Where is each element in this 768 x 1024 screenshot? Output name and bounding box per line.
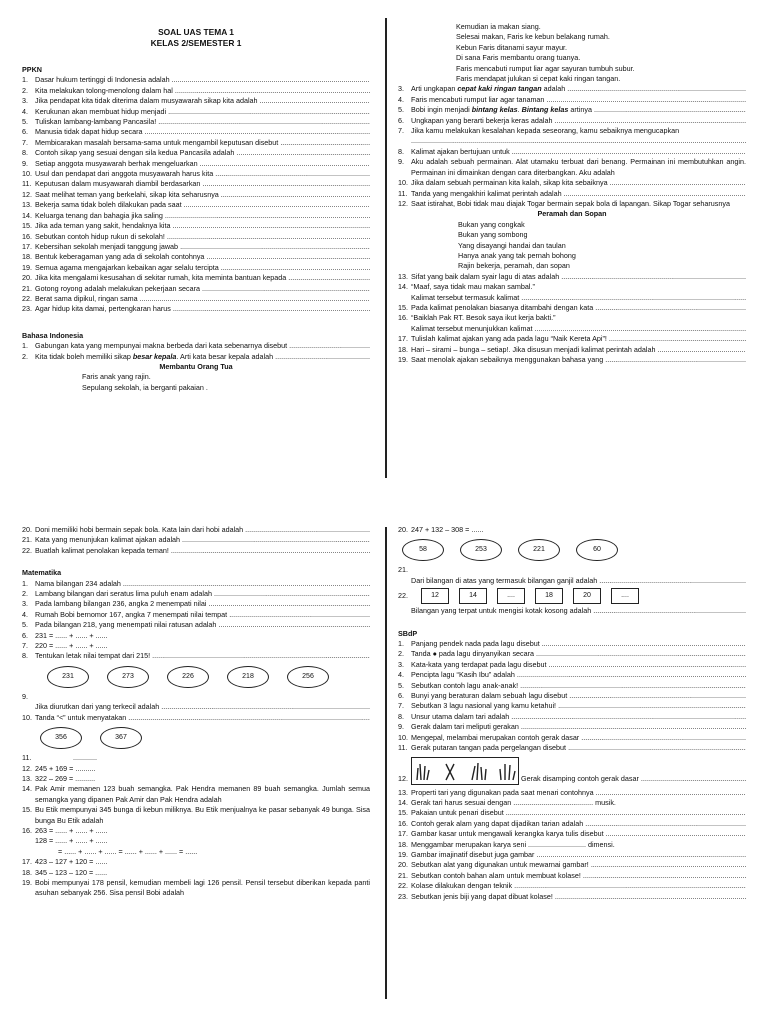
question-subline: Kalimat tersebut menunjukkan kalimat ..... bbox=[398, 324, 746, 334]
question-number: 3. bbox=[22, 96, 28, 106]
answer-dots bbox=[213, 169, 370, 179]
question-item: 1. Nama bilangan 234 adalah ..... bbox=[22, 579, 370, 589]
question-number: 9. bbox=[22, 691, 28, 701]
answer-dots bbox=[604, 829, 746, 839]
answer-dots bbox=[286, 273, 370, 283]
question-text: Jika kita mengalami kesusahan di sekitar rumah, kita meminta bantuan kepada bbox=[35, 273, 287, 283]
question-item bbox=[398, 691, 746, 701]
question-text: Saat melihat teman yang berkelahi, sikap kita seharusnya bbox=[35, 189, 219, 199]
question-text: Manusia tidak dapat hidup secara bbox=[35, 127, 143, 137]
question-item: 10. Tanda “<” untuk menyatakan ..... bbox=[22, 713, 370, 723]
question-item: 8. Tentukan letak nilai tempat dari 215! ..... bbox=[22, 651, 370, 661]
sbdp-question-list bbox=[398, 788, 746, 902]
question-text: Sebutkan contoh lagu anak-anak! bbox=[411, 680, 519, 690]
question-item bbox=[398, 840, 746, 850]
question-item bbox=[22, 252, 370, 262]
question-text: Pakaian untuk penari disebut bbox=[411, 808, 504, 818]
question-item bbox=[22, 304, 370, 314]
answer-dots bbox=[200, 284, 370, 294]
number-oval: 218 bbox=[227, 666, 269, 688]
number-box: 14 bbox=[459, 588, 487, 604]
poem-text: Bukan yang congkak Bukan yang sombong Yang disayangi handai dan taulan Hanya anak yang tak pernah bohong Rajin bekerja, peramah, dan sopan bbox=[458, 219, 576, 271]
question-number: 11. bbox=[22, 179, 32, 189]
number-ovals bbox=[402, 539, 746, 561]
question-number: 18. bbox=[398, 839, 408, 849]
question-item: 17. 423 – 127 + 120 = ...... bbox=[22, 857, 108, 867]
question-item bbox=[398, 743, 746, 753]
question-number: 4. bbox=[22, 106, 28, 116]
question-item: 3. Arti ungkapan cepat kaki ringan tangan adalah ..... bbox=[398, 84, 746, 94]
answer-dots bbox=[534, 649, 746, 659]
question-number: 21. bbox=[398, 870, 408, 880]
number-oval: 273 bbox=[107, 666, 149, 688]
question-item: 18. Hari – sirami – bunga – setiap!. Jika disusun menjadi kalimat perintah adalah ..... bbox=[398, 345, 746, 355]
section-heading-bahasa-indonesia: Bahasa Indonesia bbox=[22, 330, 84, 340]
question-number: 13. bbox=[398, 787, 408, 797]
question-text: Bekerja sama tidak boleh dilakukan pada saat bbox=[35, 200, 182, 210]
question-item bbox=[398, 670, 746, 680]
answer-dots bbox=[556, 701, 746, 711]
question-item bbox=[398, 639, 746, 649]
number-oval: 221 bbox=[518, 539, 560, 561]
question-item bbox=[22, 75, 370, 85]
question-item bbox=[22, 159, 370, 169]
question-item bbox=[22, 107, 370, 117]
question-item bbox=[22, 200, 370, 210]
answer-dots bbox=[219, 190, 370, 200]
page-subtitle: KELAS 2/SEMESTER 1 bbox=[150, 38, 242, 48]
number-box: 12 bbox=[421, 588, 449, 604]
number-oval: 256 bbox=[287, 666, 329, 688]
question-text: Kerukunan akan membuat hidup menjadi bbox=[35, 106, 167, 116]
number-boxes: 22. 12 14 .... 18 20 .... bbox=[398, 588, 746, 604]
hand-gesture-icon bbox=[412, 760, 434, 782]
question-number: 4. bbox=[398, 670, 404, 680]
poem-title: Peramah dan Sopan bbox=[537, 209, 607, 219]
answer-dots bbox=[258, 96, 370, 106]
question-item: 13. 322 – 269 = .......... bbox=[22, 773, 96, 783]
question-number: 6. bbox=[398, 691, 404, 701]
question-item bbox=[22, 127, 370, 137]
answer-dots bbox=[589, 860, 746, 870]
question-item bbox=[22, 284, 370, 294]
question-text: Kita melakukan tolong-menolong dalam hal bbox=[35, 85, 173, 95]
question-text: Kolase dilakukan dengan teknik bbox=[411, 881, 513, 891]
question-item: 14. Pak Amir memanen 123 buah semangka. Pak Hendra memanen 89 buah semangka. Jumlah semua semangka yang dipanen Pak Amir dan Pak Hendra adalah bbox=[22, 784, 370, 804]
story-text-continued: Kemudian ia makan siang. Selesai makan, Faris ke kebun belakang rumah. Kebun Faris ditanami sayur mayur. Di sana Faris membantu orang tuanya. Faris mencabuti rumput liar agar sayuran tumbuh subur. Faris mendapat julukan si cepat kaki ringan tangan. bbox=[456, 22, 635, 84]
question-number: 2. bbox=[398, 649, 404, 659]
answer-dots bbox=[182, 200, 370, 210]
answer-dots bbox=[219, 263, 370, 273]
question-number: 8. bbox=[398, 711, 404, 721]
question-number: 1. bbox=[398, 639, 404, 649]
question-number: 23. bbox=[398, 891, 408, 901]
number-oval: 253 bbox=[460, 539, 502, 561]
question-text: Bentuk keberagaman yang ada di sekolah contohnya bbox=[35, 252, 205, 262]
question-item bbox=[398, 892, 746, 902]
answer-dots bbox=[583, 819, 746, 829]
question-item bbox=[398, 788, 746, 798]
question-text: Sebutkan alat yang digunakan untuk mewarnai gambar! bbox=[411, 860, 589, 870]
answer-dots bbox=[165, 232, 370, 242]
question-text: Sebutkan contoh bahan alam untuk membuat kolase! bbox=[411, 870, 581, 880]
question-item: 15. Bu Etik mempunyai 345 bunga di kebun miliknya. Bu Etik menjualnya ke pasar sebanyak 49 bunga. Sisa bunga Bu Etik adalah bbox=[22, 805, 370, 825]
dance-gesture-image bbox=[411, 757, 519, 785]
question-number: 16. bbox=[22, 231, 32, 241]
question-item bbox=[398, 850, 746, 860]
question-item bbox=[398, 712, 746, 722]
answer-dots bbox=[234, 148, 370, 158]
question-item bbox=[22, 179, 370, 189]
question-number: 11. bbox=[398, 743, 408, 753]
question-text: Panjang pendek nada pada lagu disebut bbox=[411, 639, 540, 649]
question-item: 6. Ungkapan yang berarti bekerja keras adalah ..... bbox=[398, 116, 746, 126]
answer-dots bbox=[515, 670, 746, 680]
question-item bbox=[22, 190, 370, 200]
left-column bbox=[22, 27, 370, 393]
question-number: 3. bbox=[398, 659, 404, 669]
question-number: 21. bbox=[398, 565, 408, 575]
number-oval: 231 bbox=[47, 666, 89, 688]
question-item: 8. Kalimat ajakan bertujuan untuk ..... bbox=[398, 147, 746, 157]
question-text: Properti tari yang digunakan pada saat menari contohnya bbox=[411, 787, 594, 797]
question-item bbox=[22, 294, 370, 304]
question-item bbox=[398, 860, 746, 870]
number-box: 20 bbox=[573, 588, 601, 604]
question-item: 20. Doni memiliki hobi bermain sepak bola. Kata lain dari hobi adalah ..... bbox=[22, 525, 370, 535]
question-item bbox=[22, 232, 370, 242]
question-number: 10. bbox=[22, 169, 32, 179]
question-item bbox=[22, 138, 370, 148]
question-text: Gambar imajinatif disebut juga gambar bbox=[411, 849, 535, 859]
question-number: 22. bbox=[398, 881, 408, 891]
answer-dots bbox=[178, 242, 370, 252]
question-item: 14. “Maaf, saya tidak mau makan sambal.” bbox=[398, 282, 535, 292]
question-number: 13. bbox=[22, 200, 32, 210]
question-item: 20. 247 + 132 – 308 = ...... bbox=[398, 525, 484, 534]
question-item: 12. 245 + 169 = .......... bbox=[22, 763, 96, 773]
question-item: 5. Pada bilangan 218, yang menempati nilai ratusan adalah ..... bbox=[22, 620, 370, 630]
answer-dots bbox=[518, 681, 746, 691]
question-item: 3. Pada lambang bilangan 236, angka 2 menempati nilai ..... bbox=[22, 599, 370, 609]
number-oval: 58 bbox=[402, 539, 444, 561]
question-item: 18. 345 – 123 – 120 = ...... bbox=[22, 867, 108, 877]
answer-dots bbox=[198, 159, 370, 169]
question-text: Gerak dalam tari meliputi gerakan bbox=[411, 722, 519, 732]
question-number: 16. bbox=[398, 818, 408, 828]
ppkn-question-list bbox=[22, 75, 370, 314]
question-item: 16. “Baiklah Pak RT. Besok saya ikut kerja bakti.” bbox=[398, 313, 556, 323]
question-text: Kata-kata yang terdapat pada lagu disebut bbox=[411, 659, 547, 669]
question-text: Berat sama dipikul, ringan sama bbox=[35, 293, 138, 303]
answer-dots bbox=[170, 75, 370, 85]
question-item: 10. Jika dalam sebuah permainan kita kalah, sikap kita sebaiknya ..... bbox=[398, 178, 746, 188]
question-item bbox=[398, 871, 746, 881]
question-item: 17. Tulislah kalimat ajakan yang ada pada lagu “Naik Kereta Api”! ..... bbox=[398, 334, 746, 344]
question-number: 7. bbox=[398, 701, 404, 711]
right-column bbox=[398, 525, 746, 902]
question-subline: Kalimat tersebut termasuk kalimat ..... bbox=[398, 293, 746, 303]
question-subline: 128 = ...... + ...... + ...... bbox=[35, 836, 108, 846]
answer-dots bbox=[142, 127, 370, 137]
question-item: 11. ............ bbox=[22, 753, 97, 763]
answer-dots bbox=[534, 850, 746, 860]
question-item bbox=[22, 148, 370, 158]
worksheet-page-1 bbox=[0, 0, 768, 505]
question-item: 22. Buatlah kalimat penolakan kepada teman! ..... bbox=[22, 546, 370, 556]
number-box: .... bbox=[497, 588, 525, 604]
question-item: 9. Aku adalah sebuah permainan. Alat utamaku terbuat dari benang. Permainan ini membutuhkan angin. Permainan ini dimainkan dengan cara diterbangkan. Aku adalah bbox=[398, 157, 746, 177]
question-number: 15. bbox=[398, 808, 408, 818]
question-number: 14. bbox=[398, 797, 408, 807]
question-text: Tanda ● pada lagu dinyanyikan secara bbox=[411, 649, 535, 659]
question-item: 2. Lambang bilangan dari seratus lima puluh enam adalah ..... bbox=[22, 589, 370, 599]
question-number: 5. bbox=[22, 117, 28, 127]
left-column bbox=[22, 525, 370, 899]
question-item bbox=[398, 733, 746, 743]
answer-dots bbox=[566, 743, 746, 753]
question-item bbox=[398, 819, 746, 829]
sbdp-question-list bbox=[398, 639, 746, 753]
column-divider bbox=[385, 18, 387, 478]
question-text: Pencipta lagu “Kasih Ibu” adalah bbox=[411, 670, 515, 680]
question-item bbox=[22, 273, 370, 283]
question-item bbox=[398, 701, 746, 711]
answer-dots bbox=[156, 117, 370, 127]
question-number: 10. bbox=[398, 732, 408, 742]
question-item bbox=[398, 660, 746, 670]
question-number: 7. bbox=[22, 137, 28, 147]
number-ovals bbox=[40, 727, 370, 749]
number-box: 18 bbox=[535, 588, 563, 604]
answer-dots bbox=[512, 881, 746, 891]
question-item bbox=[22, 169, 370, 179]
question-number: 22. bbox=[22, 293, 32, 303]
question-item bbox=[22, 96, 370, 106]
question-number: 9. bbox=[22, 158, 28, 168]
question-number: 18. bbox=[22, 252, 32, 262]
question-text: Sebutkan 3 lagu nasional yang kamu ketahui! bbox=[411, 701, 557, 711]
question-item: 7. 220 = ...... + ...... + ...... bbox=[22, 641, 108, 651]
question-text: Menggambar merupakan karya seni ............................. dimensi. bbox=[411, 839, 615, 849]
answer-dots bbox=[170, 221, 370, 231]
question-item bbox=[398, 649, 746, 659]
right-column bbox=[398, 22, 746, 365]
answer-dots bbox=[567, 691, 746, 701]
question-text: Tuliskan lambang-lambang Pancasila! bbox=[35, 117, 157, 127]
question-item bbox=[22, 211, 370, 221]
question-item bbox=[398, 808, 746, 818]
question-item: 1. Gabungan kata yang mempunyai makna berbeda dari kata sebenarnya disebut ..... bbox=[22, 341, 370, 351]
answer-dots bbox=[519, 722, 746, 732]
question-text: Setiap anggota musyawarah berhak mengeluarkan bbox=[35, 158, 198, 168]
question-text: Contoh sikap yang sesuai dengan sila kedua Pancasila adalah bbox=[35, 148, 235, 158]
question-number: 19. bbox=[398, 849, 408, 859]
question-number: 2. bbox=[22, 85, 28, 95]
question-item bbox=[22, 221, 370, 231]
story-title: Membantu Orang Tua bbox=[159, 361, 233, 371]
question-text: Dasar hukum tertinggi di Indonesia adalah bbox=[35, 75, 170, 85]
answer-dots bbox=[579, 733, 746, 743]
question-item: 6. 231 = ...... + ...... + ...... bbox=[22, 630, 108, 640]
story-text: Faris anak yang rajin. Sepulang sekolah, ia berganti pakaian . bbox=[82, 372, 208, 392]
worksheet-page-2 bbox=[0, 519, 768, 1024]
question-number: 17. bbox=[398, 829, 408, 839]
answer-dots bbox=[546, 660, 746, 670]
question-item bbox=[398, 798, 746, 808]
question-text: Gerak putaran tangan pada pergelangan disebut bbox=[411, 743, 567, 753]
question-text: Sebutkan jenis biji yang dapat dibuat kolase! bbox=[411, 891, 553, 901]
question-item: 21. Kata yang menunjukan kalimat ajakan adalah ..... bbox=[22, 535, 370, 545]
question-item: 15. Pada kalimat penolakan biasanya ditambahi dengan kata ..... bbox=[398, 303, 746, 313]
question-item: 4. Rumah Bobi bernomor 167, angka 7 menempati nilai tempat ..... bbox=[22, 610, 370, 620]
number-box: .... bbox=[611, 588, 639, 604]
answer-dots bbox=[171, 304, 370, 314]
number-oval: 226 bbox=[167, 666, 209, 688]
number-ovals bbox=[47, 666, 370, 688]
question-item bbox=[22, 263, 370, 273]
column-divider bbox=[385, 527, 387, 999]
question-item: 7. Jika kamu melakukan kesalahan kepada seseorang, kamu sebaiknya mengucapkan bbox=[398, 126, 680, 136]
question-number: 12. bbox=[22, 189, 32, 199]
question-text: Jika pendapat kita tidak diterima dalam musyawarah sikap kita adalah bbox=[35, 96, 258, 106]
answer-dots bbox=[163, 211, 370, 221]
question-number: 23. bbox=[22, 304, 32, 314]
question-number: 14. bbox=[22, 210, 32, 220]
question-text: Gerak tari harus sesuai dengan ........................................ musik. bbox=[411, 797, 616, 807]
question-subline: = ...... + ...... + ...... = ...... + ...... + ...... = ...... bbox=[58, 846, 198, 856]
question-text: Mengepal, melambai merupakan contoh gerak dasar bbox=[411, 732, 580, 742]
hand-gesture-icon bbox=[496, 760, 518, 782]
question-text: Jika ada teman yang sakit, hendaknya kita bbox=[35, 221, 171, 231]
question-text: Agar hidup kita damai, pertengkaran harus bbox=[35, 304, 171, 314]
answer-line bbox=[398, 136, 746, 146]
answer-dots bbox=[204, 252, 370, 262]
question-number: 19. bbox=[22, 262, 32, 272]
question-item bbox=[398, 681, 746, 691]
question-text: Semua agama mengajarkan kebaikan agar selalu tercipta bbox=[35, 262, 219, 272]
question-item: 2. Kita tidak boleh memiliki sikap besar kepala. Arti kata besar kepala adalah ..... bbox=[22, 352, 370, 362]
question-text: Gambar kasar untuk mengawali kerangka karya tulis disebut bbox=[411, 829, 604, 839]
page-title: SOAL UAS TEMA 1 bbox=[158, 27, 234, 37]
page-separator bbox=[0, 505, 768, 519]
question-number: 20. bbox=[22, 273, 32, 283]
answer-dots bbox=[504, 808, 746, 818]
answer-dots bbox=[200, 179, 370, 189]
answer-dots bbox=[173, 86, 370, 96]
question-item: 5. Bobi ingin menjadi bintang kelas. Bintang kelas artinya ..... bbox=[398, 105, 746, 115]
question-item: Jika diurutkan dari yang terkecil adalah ..... bbox=[22, 702, 370, 712]
answer-dots bbox=[540, 639, 746, 649]
question-item bbox=[22, 242, 370, 252]
number-oval: 60 bbox=[576, 539, 618, 561]
question-text: Gotong royong adalah melakukan pekerjaan secara bbox=[35, 283, 201, 293]
question-item bbox=[398, 881, 746, 891]
question-item bbox=[398, 722, 746, 732]
question-number: 21. bbox=[22, 283, 32, 293]
question-number: 8. bbox=[22, 148, 28, 158]
answer-dots bbox=[553, 892, 746, 902]
question-text: Usul dan pendapat dari anggota musyawarah harus kita bbox=[35, 169, 214, 179]
question-item bbox=[22, 86, 370, 96]
question-text: Keluarga tenang dan bahagia jika saling bbox=[35, 210, 163, 220]
question-number: 5. bbox=[398, 680, 404, 690]
answer-dots bbox=[509, 712, 746, 722]
answer-dots bbox=[581, 871, 746, 881]
hand-gesture-icon bbox=[468, 760, 490, 782]
question-text: Sebutkan contoh hidup rukun di sekolah! bbox=[35, 231, 165, 241]
question-item: 19. Saat menolak ajakan sebaiknya menggunakan bahasa yang ..... bbox=[398, 355, 746, 365]
question-item: 12. Saat istirahat, Bobi tidak mau diajak Togar bermain sepak bola di lapangan. Sikap Togar seharusnya bbox=[398, 198, 730, 208]
question-text: Keputusan dalam musyawarah diambil berdasarkan bbox=[35, 179, 201, 189]
question-number: 6. bbox=[22, 127, 28, 137]
answer-dots bbox=[166, 107, 370, 117]
question-item: 13. Sifat yang baik dalam syair lagu di atas adalah ..... bbox=[398, 272, 746, 282]
hand-gesture-icon bbox=[440, 760, 462, 782]
question-item: Bilangan yang terpat untuk mengisi kotak kosong adalah ..... bbox=[398, 606, 746, 616]
question-item: 11. Tanda yang mengakhiri kalimat perintah adalah ..... bbox=[398, 189, 746, 199]
question-number: 9. bbox=[398, 722, 404, 732]
section-heading-sbdp: SBdP bbox=[398, 628, 418, 638]
section-heading-ppkn: PPKN bbox=[22, 65, 42, 74]
answer-dots bbox=[278, 138, 370, 148]
question-item: 16. 263 = ...... + ...... + ...... bbox=[22, 825, 108, 835]
question-item: 12. Gerak disamping contoh gerak dasar ..... bbox=[398, 757, 746, 785]
question-text: Unsur utama dalam tari adalah bbox=[411, 711, 510, 721]
question-number: 15. bbox=[22, 221, 32, 231]
question-text: Kebersihan sekolah menjadi tanggung jawab bbox=[35, 241, 179, 251]
answer-dots bbox=[138, 294, 370, 304]
number-oval: 356 bbox=[40, 727, 82, 749]
question-item: 19. Bobi mempunyai 178 pensil, kemudian membeli lagi 126 pensil. Pensil tersebut diberikan kepada panti asuhan sebanyak 256. Sisa pensil Bobi adalah bbox=[22, 877, 370, 898]
number-oval: 367 bbox=[100, 727, 142, 749]
question-item bbox=[398, 829, 746, 839]
question-item bbox=[22, 117, 370, 127]
question-item: 4. Faris mencabuti rumput liar agar tanaman ..... bbox=[398, 95, 746, 105]
question-text: Membicarakan masalah bersama-sama untuk mengambil keputusan disebut bbox=[35, 137, 279, 147]
answer-dots bbox=[594, 788, 746, 798]
question-text: Bunyi yang beraturan dalam sebuah lagu disebut bbox=[411, 691, 568, 701]
question-number: 20. bbox=[398, 860, 408, 870]
question-number: 17. bbox=[22, 241, 32, 251]
question-number: 1. bbox=[22, 75, 28, 85]
question-item: Dari bilangan di atas yang termasuk bilangan ganjil adalah ..... bbox=[398, 576, 746, 586]
question-text: Contoh gerak alam yang dapat dijadikan tarian adalah bbox=[411, 818, 584, 828]
section-heading-matematika: Matematika bbox=[22, 568, 62, 578]
